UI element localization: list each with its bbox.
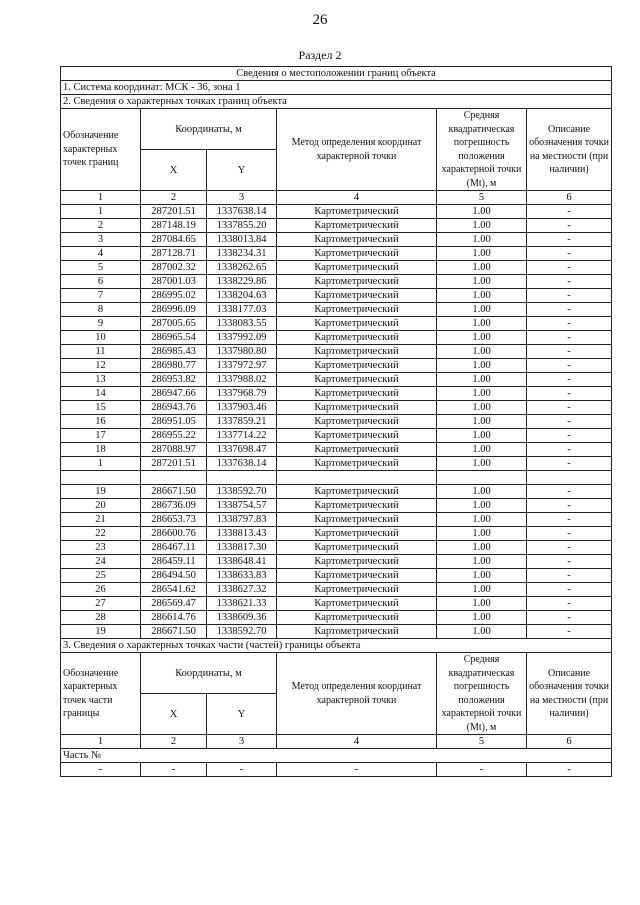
method-cell: Картометрический [277, 625, 437, 639]
accuracy-cell: 1.00 [437, 485, 527, 499]
method-cell: Картометрический [277, 261, 437, 275]
accuracy-cell: 1.00 [437, 387, 527, 401]
point-number-cell: 21 [61, 513, 141, 527]
x-cell: 287148.19 [141, 219, 207, 233]
point-number-cell: 2 [61, 219, 141, 233]
table-row [61, 233, 612, 247]
description-cell: - [527, 555, 612, 569]
description-cell: - [527, 233, 612, 247]
y-cell: 1338592.70 [207, 625, 277, 639]
table-row [61, 401, 612, 415]
section-label: Раздел 2 [298, 48, 342, 62]
x-cell: 286953.82 [141, 373, 207, 387]
method-cell: Картометрический [277, 597, 437, 611]
part3-title: 3. Сведения о характерных точках части (частей) границы объекта [61, 639, 612, 653]
header-y: Y [207, 694, 277, 735]
description-cell: - [527, 499, 612, 513]
point-number-cell: 28 [61, 611, 141, 625]
method-cell: Картометрический [277, 527, 437, 541]
header-accuracy: Средняя квадратическая погрешность положения характерной точки (Mt), м [437, 653, 527, 735]
description-cell: - [527, 597, 612, 611]
header-coordinates: Координаты, м [141, 109, 277, 150]
accuracy-cell: 1.00 [437, 611, 527, 625]
accuracy-cell: 1.00 [437, 443, 527, 457]
column-number: 6 [527, 735, 612, 749]
description-cell: - [527, 443, 612, 457]
method-cell: Картометрический [277, 513, 437, 527]
accuracy-cell: 1.00 [437, 219, 527, 233]
point-number-cell: 20 [61, 499, 141, 513]
table-row [61, 219, 612, 233]
y-cell: 1337968.79 [207, 387, 277, 401]
table-row [61, 625, 612, 639]
page-number: 26 [312, 12, 328, 28]
y-cell: 1337903.46 [207, 401, 277, 415]
x-cell: 287084.65 [141, 233, 207, 247]
table-row [61, 513, 612, 527]
accuracy-cell: 1.00 [437, 415, 527, 429]
point-number-cell: 8 [61, 303, 141, 317]
boundary-table [60, 66, 612, 777]
y-cell: 1338229.86 [207, 275, 277, 289]
description-cell: - [527, 289, 612, 303]
y-cell: 1337638.14 [207, 205, 277, 219]
method-cell: Картометрический [277, 303, 437, 317]
accuracy-cell: 1.00 [437, 303, 527, 317]
accuracy-cell: 1.00 [437, 289, 527, 303]
part-empty-row [61, 763, 612, 777]
y-cell: 1338813.43 [207, 527, 277, 541]
point-number-cell: 10 [61, 331, 141, 345]
y-cell: 1337698.47 [207, 443, 277, 457]
empty-cell: - [141, 763, 207, 777]
table-row [61, 261, 612, 275]
header-method: Метод определения координат характерной точки [277, 109, 437, 191]
x-cell: 286600.76 [141, 527, 207, 541]
description-cell: - [527, 387, 612, 401]
table-row [61, 499, 612, 513]
method-cell: Картометрический [277, 233, 437, 247]
point-number-cell: 22 [61, 527, 141, 541]
description-cell: - [527, 359, 612, 373]
method-cell: Картометрический [277, 401, 437, 415]
accuracy-cell: 1.00 [437, 275, 527, 289]
header-description: Описание обозначения точки на местности (при наличии) [527, 653, 612, 735]
method-cell: Картометрический [277, 331, 437, 345]
x-cell: 286736.09 [141, 499, 207, 513]
y-cell: 1338234.31 [207, 247, 277, 261]
x-cell: 287088.97 [141, 443, 207, 457]
y-cell: 1338177.03 [207, 303, 277, 317]
part3-title-row [61, 639, 612, 653]
accuracy-cell: 1.00 [437, 317, 527, 331]
description-cell: - [527, 429, 612, 443]
y-cell: 1338817.30 [207, 541, 277, 555]
part-header-row-1 [61, 653, 612, 694]
y-cell: 1338627.32 [207, 583, 277, 597]
x-cell: 286494.50 [141, 569, 207, 583]
description-cell: - [527, 303, 612, 317]
accuracy-cell: 1.00 [437, 261, 527, 275]
accuracy-cell: 1.00 [437, 247, 527, 261]
column-number: 1 [61, 735, 141, 749]
point-number-cell: 14 [61, 387, 141, 401]
x-cell: 287201.51 [141, 205, 207, 219]
column-number: 6 [527, 191, 612, 205]
table-row [61, 555, 612, 569]
description-cell: - [527, 219, 612, 233]
description-cell: - [527, 205, 612, 219]
y-cell: 1338204.63 [207, 289, 277, 303]
blank-separator-row [61, 471, 612, 485]
column-number: 2 [141, 191, 207, 205]
coord-system: 1. Система координат: МСК - 36, зона 1 [61, 81, 612, 95]
y-cell: 1338754.57 [207, 499, 277, 513]
header-method: Метод определения координат характерной точки [277, 653, 437, 735]
table-row [61, 289, 612, 303]
x-cell: 286569.47 [141, 597, 207, 611]
y-cell: 1337859.21 [207, 415, 277, 429]
accuracy-cell: 1.00 [437, 345, 527, 359]
column-number: 5 [437, 735, 527, 749]
empty-cell: - [527, 763, 612, 777]
accuracy-cell: 1.00 [437, 359, 527, 373]
description-cell: - [527, 261, 612, 275]
x-cell: 286943.76 [141, 401, 207, 415]
empty-cell: - [277, 763, 437, 777]
x-cell: 286541.62 [141, 583, 207, 597]
description-cell: - [527, 317, 612, 331]
table-row [61, 373, 612, 387]
header-coordinates: Координаты, м [141, 653, 277, 694]
table-row [61, 485, 612, 499]
table-title: Сведения о местоположении границ объекта [61, 67, 612, 81]
y-cell: 1337714.22 [207, 429, 277, 443]
description-cell: - [527, 275, 612, 289]
accuracy-cell: 1.00 [437, 527, 527, 541]
part2-title: 2. Сведения о характерных точках границ объекта [61, 95, 612, 109]
point-number-cell: 1 [61, 205, 141, 219]
column-number: 1 [61, 191, 141, 205]
column-number: 4 [277, 191, 437, 205]
method-cell: Картометрический [277, 289, 437, 303]
x-cell: 286985.43 [141, 345, 207, 359]
empty-cell: - [437, 763, 527, 777]
x-cell: 286671.50 [141, 625, 207, 639]
accuracy-cell: 1.00 [437, 331, 527, 345]
point-number-cell: 7 [61, 289, 141, 303]
header-part-point-designation: Обозначение характерных точек части границы [61, 653, 141, 735]
y-cell: 1337972.97 [207, 359, 277, 373]
description-cell: - [527, 373, 612, 387]
y-cell: 1338609.36 [207, 611, 277, 625]
y-cell: 1338648.41 [207, 555, 277, 569]
y-cell: 1338592.70 [207, 485, 277, 499]
point-number-cell: 6 [61, 275, 141, 289]
method-cell: Картометрический [277, 457, 437, 471]
point-number-cell: 19 [61, 485, 141, 499]
x-cell: 286980.77 [141, 359, 207, 373]
method-cell: Картометрический [277, 415, 437, 429]
method-cell: Картометрический [277, 611, 437, 625]
header-point-designation: Обозначение характерных точек границ [61, 109, 141, 191]
method-cell: Картометрический [277, 541, 437, 555]
coord-system-row [61, 81, 612, 95]
method-cell: Картометрический [277, 317, 437, 331]
point-number-cell: 3 [61, 233, 141, 247]
point-number-cell: 16 [61, 415, 141, 429]
table-row [61, 247, 612, 261]
point-number-cell: 13 [61, 373, 141, 387]
y-cell: 1338621.33 [207, 597, 277, 611]
y-cell: 1337980.80 [207, 345, 277, 359]
point-number-cell: 11 [61, 345, 141, 359]
table-row [61, 429, 612, 443]
description-cell: - [527, 527, 612, 541]
table-row [61, 527, 612, 541]
y-cell: 1337988.02 [207, 373, 277, 387]
table-row [61, 541, 612, 555]
y-cell: 1338633.83 [207, 569, 277, 583]
part-column-numbers-row [61, 735, 612, 749]
table-row [61, 443, 612, 457]
description-cell: - [527, 513, 612, 527]
method-cell: Картометрический [277, 247, 437, 261]
x-cell: 286951.05 [141, 415, 207, 429]
y-cell: 1338797.83 [207, 513, 277, 527]
point-number-cell: 18 [61, 443, 141, 457]
header-x: X [141, 150, 207, 191]
method-cell: Картометрический [277, 219, 437, 233]
method-cell: Картометрический [277, 429, 437, 443]
table-row [61, 569, 612, 583]
header-accuracy: Средняя квадратическая погрешность положения характерной точки (Mt), м [437, 109, 527, 191]
column-number: 4 [277, 735, 437, 749]
part2-title-row [61, 95, 612, 109]
description-cell: - [527, 625, 612, 639]
y-cell: 1338083.55 [207, 317, 277, 331]
x-cell: 287128.71 [141, 247, 207, 261]
x-cell: 286653.73 [141, 513, 207, 527]
description-cell: - [527, 541, 612, 555]
y-cell: 1338013.84 [207, 233, 277, 247]
point-number-cell: 9 [61, 317, 141, 331]
description-cell: - [527, 611, 612, 625]
point-number-cell: 15 [61, 401, 141, 415]
description-cell: - [527, 415, 612, 429]
y-cell: 1337992.09 [207, 331, 277, 345]
point-number-cell: 5 [61, 261, 141, 275]
x-cell: 286671.50 [141, 485, 207, 499]
accuracy-cell: 1.00 [437, 541, 527, 555]
point-number-cell: 19 [61, 625, 141, 639]
accuracy-cell: 1.00 [437, 597, 527, 611]
column-number: 2 [141, 735, 207, 749]
x-cell: 286947.66 [141, 387, 207, 401]
table-row [61, 597, 612, 611]
accuracy-cell: 1.00 [437, 429, 527, 443]
description-cell: - [527, 247, 612, 261]
column-number: 3 [207, 735, 277, 749]
y-cell: 1338262.65 [207, 261, 277, 275]
point-number-cell: 23 [61, 541, 141, 555]
point-number-cell: 24 [61, 555, 141, 569]
x-cell: 287001.03 [141, 275, 207, 289]
description-cell: - [527, 569, 612, 583]
description-cell: - [527, 345, 612, 359]
table-row [61, 345, 612, 359]
accuracy-cell: 1.00 [437, 569, 527, 583]
point-number-cell: 25 [61, 569, 141, 583]
part-label-row [61, 749, 612, 763]
column-number: 5 [437, 191, 527, 205]
header-row-1 [61, 109, 612, 150]
empty-cell: - [207, 763, 277, 777]
accuracy-cell: 1.00 [437, 457, 527, 471]
accuracy-cell: 1.00 [437, 373, 527, 387]
description-cell: - [527, 583, 612, 597]
accuracy-cell: 1.00 [437, 499, 527, 513]
x-cell: 287201.51 [141, 457, 207, 471]
table-row [61, 457, 612, 471]
x-cell: 287005.65 [141, 317, 207, 331]
column-numbers-row [61, 191, 612, 205]
method-cell: Картометрический [277, 373, 437, 387]
x-cell: 286965.54 [141, 331, 207, 345]
point-number-cell: 1 [61, 457, 141, 471]
accuracy-cell: 1.00 [437, 401, 527, 415]
table-row [61, 317, 612, 331]
method-cell: Картометрический [277, 443, 437, 457]
column-number: 3 [207, 191, 277, 205]
table-row [61, 583, 612, 597]
point-number-cell: 26 [61, 583, 141, 597]
table-row [61, 331, 612, 345]
x-cell: 287002.32 [141, 261, 207, 275]
method-cell: Картометрический [277, 359, 437, 373]
point-number-cell: 27 [61, 597, 141, 611]
table-row [61, 275, 612, 289]
method-cell: Картометрический [277, 583, 437, 597]
part-label: Часть № [61, 749, 612, 763]
y-cell: 1337638.14 [207, 457, 277, 471]
table-row [61, 415, 612, 429]
method-cell: Картометрический [277, 569, 437, 583]
table-row [61, 303, 612, 317]
accuracy-cell: 1.00 [437, 233, 527, 247]
table-row [61, 359, 612, 373]
table-row [61, 387, 612, 401]
method-cell: Картометрический [277, 387, 437, 401]
x-cell: 286996.09 [141, 303, 207, 317]
header-x: X [141, 694, 207, 735]
table-row [61, 611, 612, 625]
table-row [61, 205, 612, 219]
accuracy-cell: 1.00 [437, 205, 527, 219]
description-cell: - [527, 457, 612, 471]
description-cell: - [527, 401, 612, 415]
method-cell: Картометрический [277, 555, 437, 569]
method-cell: Картометрический [277, 499, 437, 513]
accuracy-cell: 1.00 [437, 625, 527, 639]
x-cell: 286955.22 [141, 429, 207, 443]
x-cell: 286459.11 [141, 555, 207, 569]
x-cell: 286467.11 [141, 541, 207, 555]
method-cell: Картометрический [277, 205, 437, 219]
method-cell: Картометрический [277, 345, 437, 359]
accuracy-cell: 1.00 [437, 555, 527, 569]
description-cell: - [527, 485, 612, 499]
method-cell: Картометрический [277, 275, 437, 289]
empty-cell: - [61, 763, 141, 777]
accuracy-cell: 1.00 [437, 583, 527, 597]
table-title-row [61, 67, 612, 81]
description-cell: - [527, 331, 612, 345]
point-number-cell: 17 [61, 429, 141, 443]
method-cell: Картометрический [277, 485, 437, 499]
accuracy-cell: 1.00 [437, 513, 527, 527]
x-cell: 286995.02 [141, 289, 207, 303]
point-number-cell: 12 [61, 359, 141, 373]
point-number-cell: 4 [61, 247, 141, 261]
x-cell: 286614.76 [141, 611, 207, 625]
header-description: Описание обозначения точки на местности (при наличии) [527, 109, 612, 191]
y-cell: 1337855.20 [207, 219, 277, 233]
header-y: Y [207, 150, 277, 191]
